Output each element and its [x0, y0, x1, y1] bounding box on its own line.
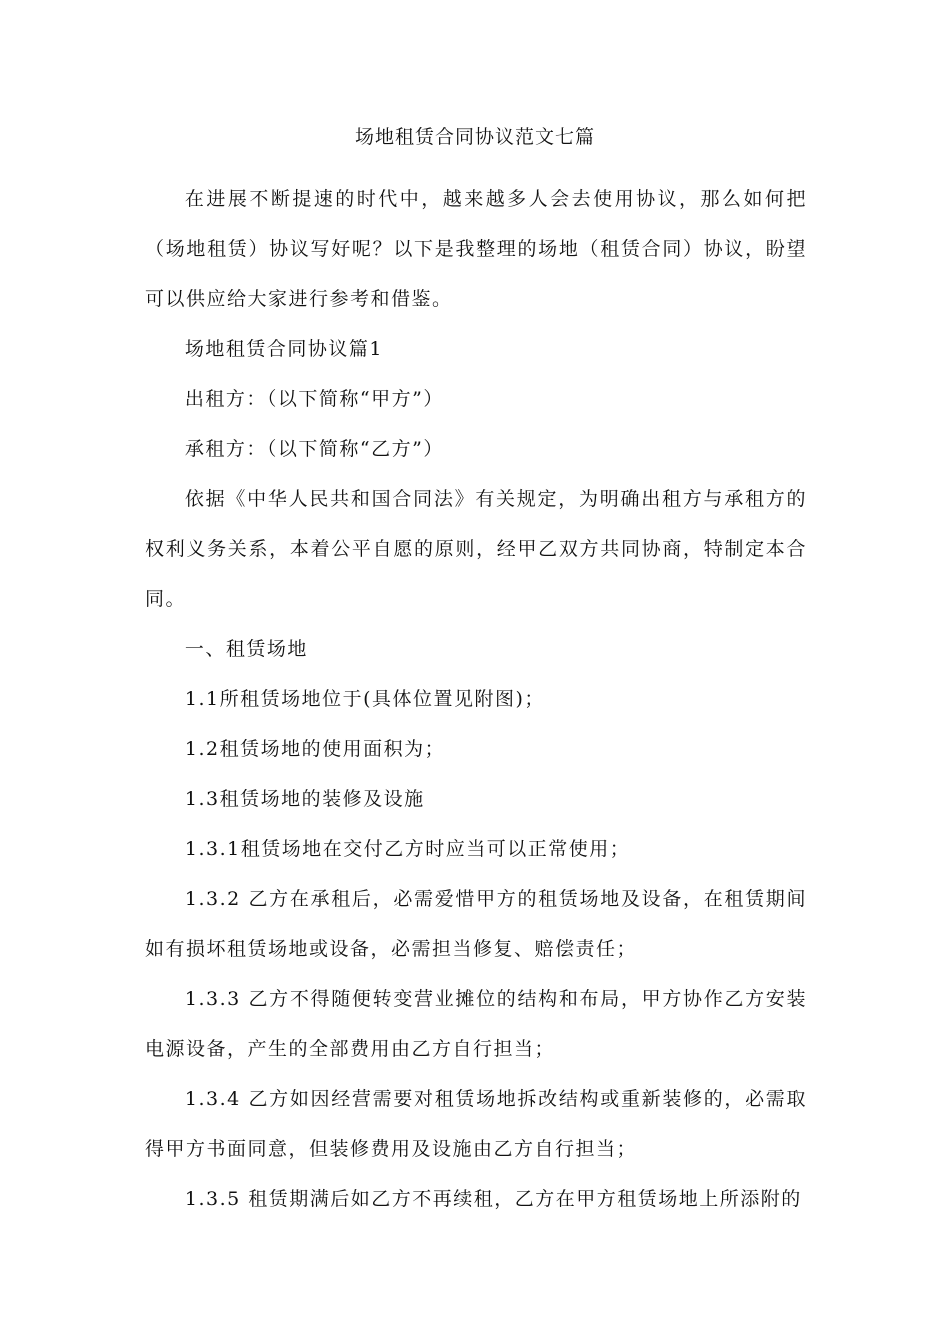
- section-heading: 场地租赁合同协议篇1: [184, 338, 383, 360]
- document-body: [145, 174, 807, 1224]
- clause-item: 1.3.3 乙方不得随便转变营业摊位的结构和布局，甲方协作乙方安装电源设备，产生的全部费用由乙方自行担当；: [145, 988, 807, 1060]
- clause-item: 1.3.5 租赁期满后如乙方不再续租，乙方在甲方租赁场地上所添附的: [184, 1188, 802, 1210]
- lessor-line: 出租方：（以下简称“甲方”）: [184, 388, 444, 410]
- clause-item: 1.1所租赁场地位于(具体位置见附图)；: [184, 688, 545, 710]
- clause-item: 1.3.2 乙方在承租后，必需爱惜甲方的租赁场地及设备，在租赁期间如有损坏租赁场地或设备，必需担当修复、赔偿责任；: [145, 888, 807, 960]
- clause-item: 1.2租赁场地的使用面积为；: [184, 738, 446, 760]
- preamble-paragraph: 依据《中华人民共和国合同法》有关规定，为明确出租方与承租方的权利义务关系，本着公平自愿的原则，经甲乙双方共同协商，特制定本合同。: [145, 488, 807, 610]
- document-title: 场地租赁合同协议范文七篇: [354, 126, 595, 148]
- clause-item: 1.3.1租赁场地在交付乙方时应当可以正常使用；: [184, 838, 631, 860]
- lessee-line: 承租方：（以下简称“乙方”）: [184, 438, 444, 460]
- clause-item: 1.3租赁场地的装修及设施: [184, 788, 425, 810]
- clause-item: 1.3.4 乙方如因经营需要对租赁场地拆改结构或重新装修的，必需取得甲方书面同意，但装修费用及设施由乙方自行担当；: [145, 1088, 807, 1160]
- clause-heading: 一、租赁场地: [184, 638, 308, 660]
- intro-paragraph: 在进展不断提速的时代中，越来越多人会去使用协议，那么如何把（场地租赁）协议写好呢？以下是我整理的场地（租赁合同）协议，盼望可以供应给大家进行参考和借鉴。: [145, 188, 807, 310]
